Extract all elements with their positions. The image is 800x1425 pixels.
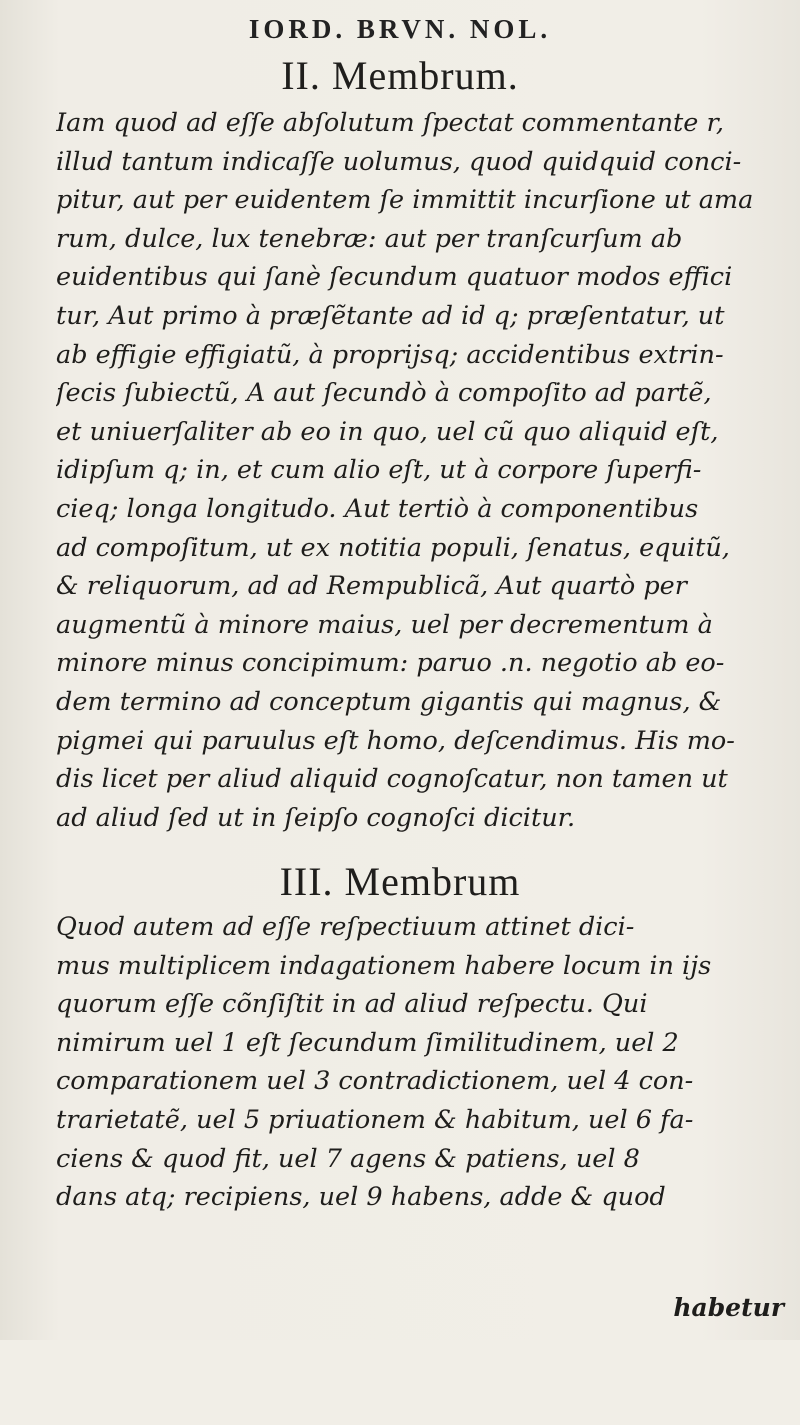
text-line: trarietatẽ, uel 5 priuationem & habitum, uel 6 fa- xyxy=(56,1104,694,1135)
text-line: et uniuerſaliter ab eo in quo, uel cũ quo aliquid eſt, xyxy=(56,416,719,447)
text-line: dis licet per aliud aliquid cognoſcatur, non tamen ut xyxy=(56,764,728,795)
text-line: pitur, aut per euidentem ſe immittit incurſione ut ama xyxy=(56,185,754,216)
paragraph-membrum-2 xyxy=(56,104,786,837)
running-head: IORD. BRVN. NOL. xyxy=(248,14,552,44)
text-line: ciens & quod fit, uel 7 agens & patiens, uel 8 xyxy=(56,1143,640,1174)
paragraph-membrum-3 xyxy=(56,908,786,1217)
text-line: euidentibus qui ſanè ſecundum quatuor modos effici xyxy=(56,262,733,293)
text-line: Quod autem ad eſſe reſpectiuum attinet dici- xyxy=(56,912,635,942)
text-line: ad aliud ſed ut in ſeipſo cognoſci dicitur. xyxy=(56,802,576,833)
section-heading-membrum-2: II. Membrum. xyxy=(281,53,519,98)
text-line: mus multiplicem indagationem habere locum in ijs xyxy=(56,950,712,981)
text-line: ab effigie effigiatũ, à proprijsq; accidentibus extrin- xyxy=(56,339,724,370)
text-line: illud tantum indicaſſe uolumus, quod quidquid conci- xyxy=(56,146,742,177)
text-line: rum, dulce, lux tenebræ: aut per tranſcurſum ab xyxy=(56,223,683,254)
text-line: dans atq; recipiens, uel 9 habens, adde & quod xyxy=(56,1182,666,1213)
text-line: nimirum uel 1 eſt ſecundum ſimilitudinem, uel 2 xyxy=(56,1027,679,1058)
text-line: idipſum q; in, et cum alio eſt, ut à corpore ſuperfi- xyxy=(56,455,702,486)
text-line: pigmei qui paruulus eſt homo, deſcendimus. His mo- xyxy=(56,725,735,756)
text-line: minore minus concipimum: paruo .n. negotio ab eo- xyxy=(56,648,725,679)
text-line: dem termino ad conceptum gigantis qui magnus, & xyxy=(56,686,722,717)
text-line: quorum eſſe cõnſiſtit in ad aliud reſpectu. Qui xyxy=(56,989,648,1020)
text-line: tur, Aut primo à præſẽtante ad id q; præſentatur, ut xyxy=(56,300,725,331)
catchword: habetur xyxy=(673,1293,784,1322)
text-line: cieq; longa longitudo. Aut tertiò à componentibus xyxy=(56,493,699,524)
text-line: augmentũ à minore maius, uel per decrementum à xyxy=(56,609,713,640)
text-line: ſecis ſubiectũ, A aut ſecundò à compoſito ad partẽ, xyxy=(56,378,712,409)
page-bottom-margin xyxy=(0,1340,800,1425)
text-line: comparationem uel 3 contradictionem, uel 4 con- xyxy=(56,1066,694,1097)
text-line: & reliquorum, ad ad Rempublicã, Aut quartò per xyxy=(56,571,687,602)
text-line: ad compoſitum, ut ex notitia populi, ſenatus, equitũ, xyxy=(56,532,730,563)
text-line: Iam quod ad eſſe abſolutum ſpectat commentante r, xyxy=(56,108,724,138)
section-heading-membrum-3: III. Membrum xyxy=(279,859,521,904)
